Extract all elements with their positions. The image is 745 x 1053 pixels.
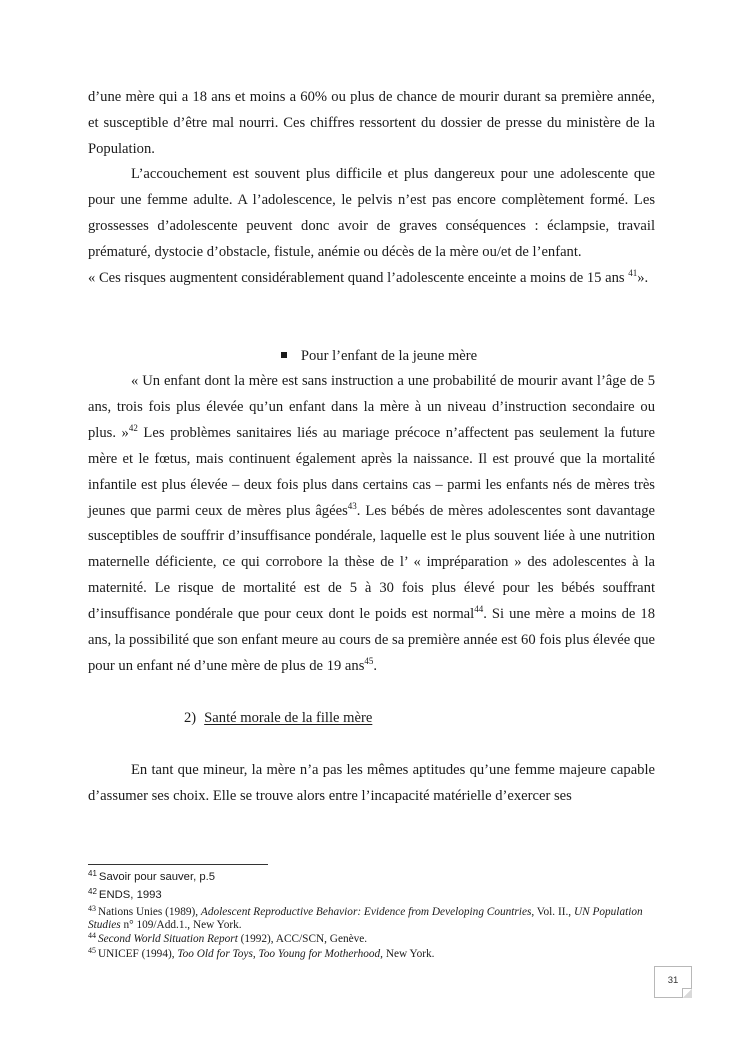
paragraph-2: L’accouchement est souvent plus difficile et plus dangereux pour une adolescente que pour une femme adulte. A l’adolescence, le pelvis n’est pas encore complètement formé. Les grossesses d’adolescente peuvent donc avoir de graves conséquences : éclampsie, travail prématuré, dystocie d’obstacle, fistule, anémie ou décès de la mère ou/et de l’enfant. <box>88 166 655 260</box>
bullet-heading <box>0 346 745 366</box>
footnote-43 <box>88 904 655 933</box>
footnote-43-series: UN Population Studies <box>88 906 643 932</box>
footnote-42-text: ENDS, 1993 <box>98 888 162 901</box>
paragraph-4-part-c: . Les bébés de mères adolescentes sont davantage susceptibles de souffrir d’insuffisance pondérale, laquelle est le plus souvent liée à une nutrition maternelle déficiente, ce qui corrobore la thèse de l’ « impréparation » des adolescentes à la maternité. Le risque de mortalité est de 5 à 30 fois plus élevé pour les bébés souffrant d’insuffisance pondérale que pour ceux dont le poids est normal <box>88 502 655 623</box>
footnote-41-number: 41 <box>88 869 97 878</box>
section-number: 2) <box>184 710 197 726</box>
paragraph-3-end: ». <box>637 270 649 286</box>
paragraph-4-part-e: . <box>373 657 378 674</box>
footnote-44-number: 44 <box>88 930 96 940</box>
paragraph-3-text: « Ces risques augmentent considérablement quand l’adolescente enceinte a moins de 15 ans <box>88 270 629 286</box>
paragraph-4-part-d: . Si une mère a moins de 18 ans, la possibilité que son enfant meure au cours de sa première année est 60 fois plus élevée que pour un enfant né d’une mère de plus de 19 ans <box>88 606 655 674</box>
footnote-ref-41: 41 <box>628 268 638 278</box>
paragraph-5: En tant que mineur, la mère n’a pas les mêmes aptitudes qu’une femme majeure capable d’assumer ses choix. Elle se trouve alors entre l’incapacité matérielle d’exercer ses <box>88 762 655 804</box>
footnote-ref-43: 43 <box>347 500 357 511</box>
footnote-ref-45: 45 <box>364 655 374 666</box>
page-fold-icon <box>682 988 692 998</box>
section-title: Santé morale de la fille mère <box>204 710 373 726</box>
footnote-43-number: 43 <box>88 904 96 913</box>
footnote-44-text: (1992), ACC/SCN, Genève. <box>237 932 368 945</box>
footnote-43-text-a: Nations Unies (1989), <box>98 906 201 918</box>
footnote-45-title: Too Old for Toys, Too Young for Motherhood, <box>177 947 383 960</box>
bullet-heading-text: Pour l’enfant de la jeune mère <box>300 348 478 364</box>
footnote-44 <box>88 930 655 946</box>
footnote-43-text-c: , Vol. II., <box>531 906 574 918</box>
paragraph-4-part-b: Les problèmes sanitaires liés au mariage précoce n’affectent pas seulement la future mère et le fœtus, mais continuent également après la naissance. Il est prouvé que la mortalité infantile est plus élevée – deux fois plus dans certains cas – parmi les enfants nés de mères très jeunes que parmi ceux de mères plus âgées <box>88 424 656 519</box>
square-bullet-icon <box>281 352 287 358</box>
footnote-43-text-e: n° 109/Add.1., New York. <box>120 919 242 932</box>
page-number-box <box>654 966 692 998</box>
paragraph-3 <box>88 266 655 292</box>
footnote-45-number: 45 <box>88 945 96 955</box>
footnote-45-text-c: New York. <box>383 947 435 960</box>
paragraph-4-part-a: « Un enfant dont la mère est sans instruction a une probabilité de mourir avant l’âge de 5 ans, trois fois plus élevée qu’un enfant dans la mère à un niveau d’instruction secondaire ou plus. » <box>88 373 655 441</box>
footnote-42-number: 42 <box>88 886 97 896</box>
footnote-41-text: Savoir pour sauver, p.5 <box>98 871 216 883</box>
footnote-separator <box>88 864 268 865</box>
paragraph-4 <box>88 369 655 680</box>
section-heading <box>184 708 372 728</box>
footnote-42 <box>88 887 655 905</box>
paragraph-1: d’une mère qui a 18 ans et moins a 60% ou plus de chance de mourir durant sa première année, et susceptible d’être mal nourri. Ces chiffres ressortent du dossier de presse du ministère de la Population. <box>88 89 655 157</box>
page-number: 31 <box>667 975 679 986</box>
footnote-41 <box>88 869 655 887</box>
footnote-45 <box>88 946 655 961</box>
footnote-43-title: Adolescent Reproductive Behavior: Evidence from Developing Countries <box>200 906 532 918</box>
footnote-44-title: Second World Situation Report <box>98 932 238 945</box>
footnotes <box>88 869 655 961</box>
footnote-ref-44: 44 <box>474 604 484 615</box>
footnote-ref-42: 42 <box>128 422 138 433</box>
footnote-45-text-a: UNICEF (1994), <box>98 947 178 960</box>
